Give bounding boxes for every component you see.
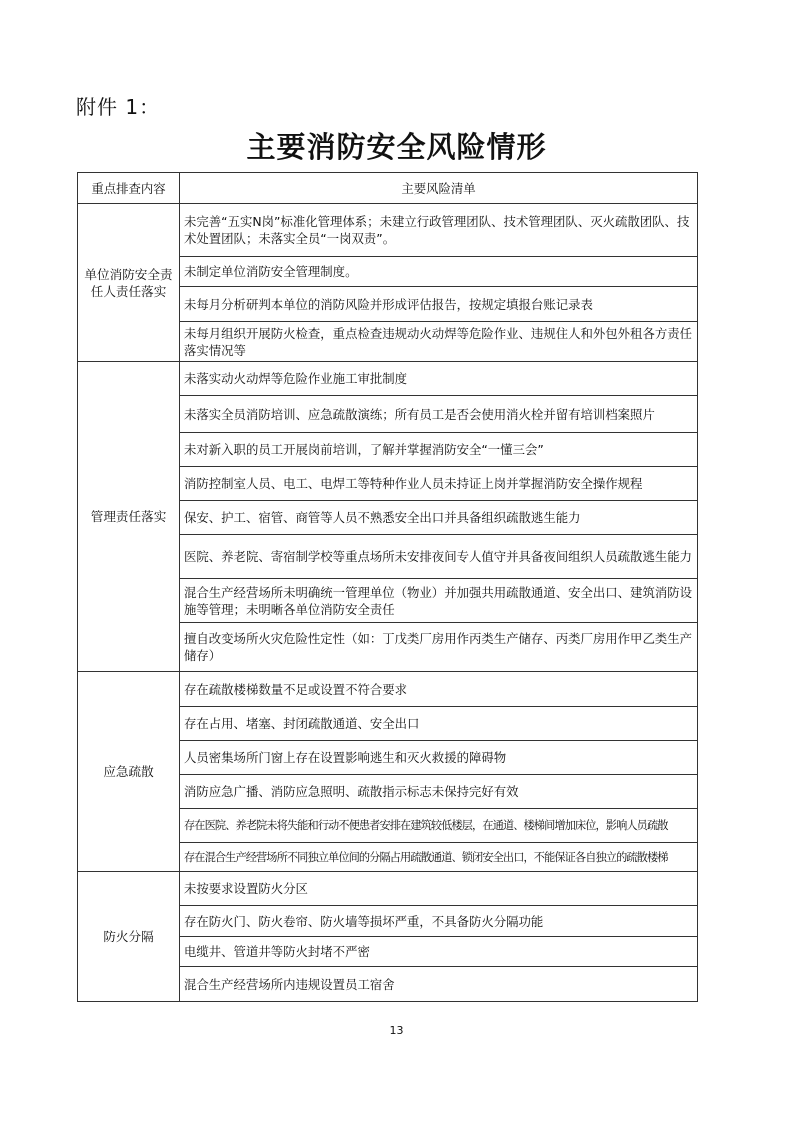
risk-item: 存在混合生产经营场所不同独立单位间的分隔占用疏散通道、锁闭安全出口，不能保证各自独立的疏散楼梯 [180, 843, 698, 872]
header-check-content: 重点排查内容 [78, 173, 180, 204]
risk-item: 消防应急广播、消防应急照明、疏散指示标志未保持完好有效 [180, 775, 698, 809]
risk-item: 电缆井、管道井等防火封堵不严密 [180, 937, 698, 967]
risk-item: 混合生产经营场所未明确统一管理单位（物业）并加强共用疏散通道、安全出口、建筑消防设施等管理；未明晰各单位消防安全责任 [180, 579, 698, 623]
risk-item: 未落实动火动焊等危险作业施工审批制度 [180, 362, 698, 396]
risk-item: 擅自改变场所火灾危险性定性（如：丁戊类厂房用作丙类生产储存、丙类厂房用作甲乙类生产储存） [180, 623, 698, 672]
risk-item: 人员密集场所门窗上存在设置影响逃生和灭火救援的障碍物 [180, 741, 698, 775]
risk-item: 未每月分析研判本单位的消防风险并形成评估报告，按规定填报台账记录表 [180, 287, 698, 322]
risk-item: 混合生产经营场所内违规设置员工宿舍 [180, 967, 698, 1002]
table-row [78, 204, 698, 257]
risk-item: 存在医院、养老院未将失能和行动不便患者安排在建筑较低楼层，在通道、楼梯间增加床位，影响人员疏散 [180, 809, 698, 843]
category-cell: 单位消防安全责任人责任落实 [78, 204, 180, 362]
risk-item: 保安、护工、宿管、商管等人员不熟悉安全出口并具备组织疏散逃生能力 [180, 501, 698, 535]
risk-item: 未制定单位消防安全管理制度。 [180, 257, 698, 287]
risk-item: 未每月组织开展防火检查，重点检查违规动火动焊等危险作业、违规住人和外包外租各方责任落实情况等 [180, 322, 698, 362]
risk-item: 未按要求设置防火分区 [180, 872, 698, 906]
risk-item: 存在占用、堵塞、封闭疏散通道、安全出口 [180, 707, 698, 741]
table-row [78, 362, 698, 396]
category-cell: 防火分隔 [78, 872, 180, 1002]
table-row [78, 872, 698, 906]
category-cell: 管理责任落实 [78, 362, 180, 672]
table-header-row [78, 173, 698, 204]
page-number: 13 [389, 1024, 404, 1037]
risk-item: 消防控制室人员、电工、电焊工等特种作业人员未持证上岗并掌握消防安全操作规程 [180, 467, 698, 501]
page-title: 主要消防安全风险情形 [246, 130, 547, 164]
header-risk-list: 主要风险清单 [180, 173, 698, 204]
category-cell: 应急疏散 [78, 672, 180, 872]
risk-item: 未对新入职的员工开展岗前培训，了解并掌握消防安全“一懂三会” [180, 433, 698, 467]
risk-item: 存在疏散楼梯数量不足或设置不符合要求 [180, 672, 698, 707]
risk-item: 未落实全员消防培训、应急疏散演练；所有员工是否会使用消火栓并留有培训档案照片 [180, 396, 698, 433]
risk-table [77, 172, 698, 1002]
risk-item: 未完善“五实N岗”标准化管理体系；未建立行政管理团队、技术管理团队、灭火疏散团队、技术处置团队；未落实全员“一岗双责”。 [180, 204, 698, 257]
risk-item: 存在防火门、防火卷帘、防火墙等损坏严重，不具备防火分隔功能 [180, 906, 698, 937]
risk-item: 医院、养老院、寄宿制学校等重点场所未安排夜间专人值守并具备夜间组织人员疏散逃生能力 [180, 535, 698, 579]
table-row [78, 672, 698, 707]
attachment-label: 附件 1： [76, 95, 161, 119]
